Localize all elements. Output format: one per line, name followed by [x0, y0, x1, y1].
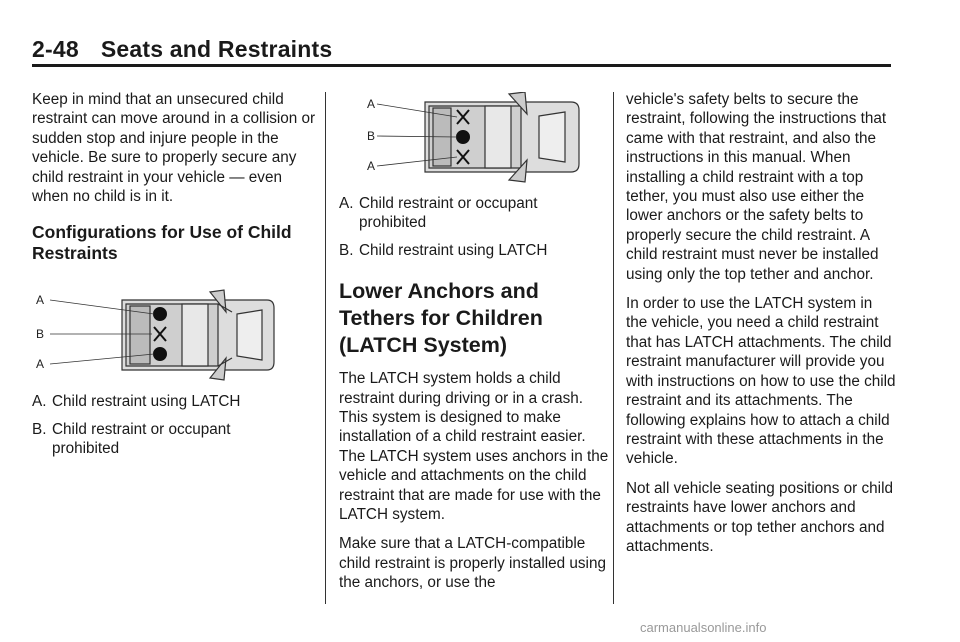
section-title: Seats and Restraints — [100, 36, 333, 62]
figure-caption-b: B. Child restraint using LATCH — [339, 241, 548, 259]
figure-label-b: B — [36, 327, 45, 342]
header-rule — [32, 64, 891, 67]
latch-seat-marker — [154, 348, 166, 360]
figure-caption-a: A. Child restraint using LATCH — [32, 393, 241, 411]
vehicle-seating-diagram-1 — [32, 282, 282, 382]
page-number: 2-48 — [32, 36, 79, 62]
column-left — [32, 90, 317, 467]
page-header — [32, 36, 332, 63]
latch-paragraph-4: In order to use the LATCH system in the vehicle, you need a child restraint that has LATCH attachments. The child restraint manufacturer will provide you with instructions on how to use the child restraint and its attachments. The following explains how to attach a child restraint with these attachments in the vehicle. — [626, 295, 896, 468]
site-watermark: carmanualsonline.info — [640, 620, 767, 635]
vehicle-seating-diagram-2 — [339, 92, 589, 184]
figure-label-b: B — [367, 129, 376, 143]
figure-label-a: A — [36, 293, 45, 308]
intro-paragraph: Keep in mind that an unsecured child restraint can move around in a collision or sudden stop and injure people in the vehicle. Be sure to properly secure any child restraint in your vehicle — even when no child is in it. — [32, 91, 316, 206]
section-heading-configurations: Configurations for Use of Child Restraints — [32, 222, 292, 264]
figure-label-a: A — [367, 97, 376, 111]
figure-caption-a: A. Child restraint or occupant prohibited — [339, 195, 538, 232]
column-divider — [325, 92, 326, 604]
column-divider — [613, 92, 614, 604]
latch-paragraph-1: The LATCH system holds a child restraint during driving or in a crash. This system is designed to make installation of a child restraint easier. The LATCH system uses anchors in the vehicle and attachments on the child restraint that are made for use with the LATCH system. — [339, 370, 609, 524]
figure-label-a: A — [36, 357, 45, 372]
latch-paragraph-3: vehicle's safety belts to secure the restraint, following the instructions that came with that restraint, and also the instructions in this manual. When installing a child restraint with a top tether, you must also use either the lower anchors or the safety belts to properly secure the child restraint. A child restraint must never be installed using only the top tether and anchor. — [626, 91, 887, 283]
car-topview-illustration — [122, 290, 274, 380]
latch-seat-marker — [457, 131, 469, 143]
figure-caption-b: B. Child restraint or occupant prohibited — [32, 420, 231, 458]
column-middle — [339, 92, 609, 603]
section-heading-latch: Lower Anchors and Tethers for Children (LATCH System) — [339, 279, 543, 358]
latch-seat-marker — [154, 308, 166, 320]
latch-paragraph-5: Not all vehicle seating positions or child restraints have lower anchors and attachments or top tether anchors and attachments. — [626, 479, 893, 555]
latch-paragraph-2: Make sure that a LATCH-compatible child restraint is properly installed using the anchors, or use the — [339, 535, 606, 592]
column-right — [626, 90, 896, 566]
figure-label-a: A — [367, 159, 376, 173]
